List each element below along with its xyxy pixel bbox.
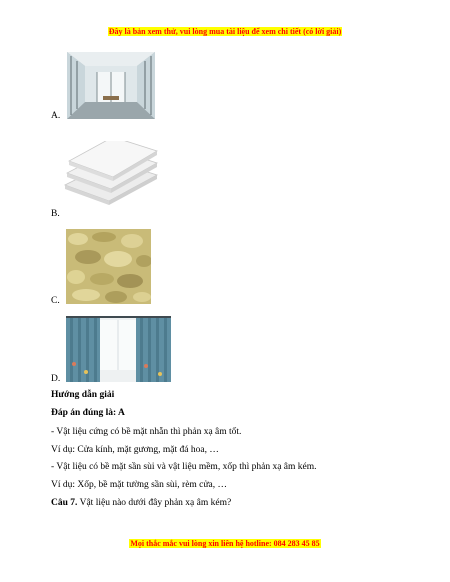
preview-banner (0, 27, 450, 36)
option-a-label: A. (51, 111, 61, 121)
question-number: Câu 7. (51, 498, 78, 508)
option-b-label: B. (51, 209, 60, 219)
hotline-banner-text: Mọi thắc mắc vui lòng xin liên hệ hotline: 084 283 45 85 (130, 539, 320, 548)
rough-plaster-image (66, 229, 151, 304)
preview-banner-text: Đây là bản xem thử, vui lòng mua tài liệu để xem chi tiết (có lời giải) (108, 27, 342, 36)
curtains-image (66, 316, 171, 382)
glass-room-image (67, 52, 155, 119)
hotline-banner (0, 539, 450, 548)
question-text: Vật liệu nào dưới đây phản xạ âm kém? (77, 498, 232, 508)
explanation-line-4: Ví dụ: Xốp, bề mặt tường sần sùi, rèm cửa, … (51, 480, 228, 490)
explanation-line-1: - Vật liệu cứng có bề mặt nhẵn thì phản xạ âm tốt. (51, 427, 242, 437)
solution-heading: Hướng dẫn giải (51, 390, 115, 400)
explanation-line-2: Ví dụ: Cửa kính, mặt gương, mặt đá hoa, … (51, 445, 219, 455)
explanation-line-3: - Vật liệu có bề mặt sần sùi và vật liệu mềm, xốp thì phản xạ âm kém. (51, 462, 317, 472)
next-question (51, 498, 231, 508)
option-d-label: D. (51, 374, 61, 384)
foam-sheets-image (63, 141, 159, 207)
option-c-label: C. (51, 296, 60, 306)
correct-answer: Đáp án đúng là: A (51, 408, 125, 418)
